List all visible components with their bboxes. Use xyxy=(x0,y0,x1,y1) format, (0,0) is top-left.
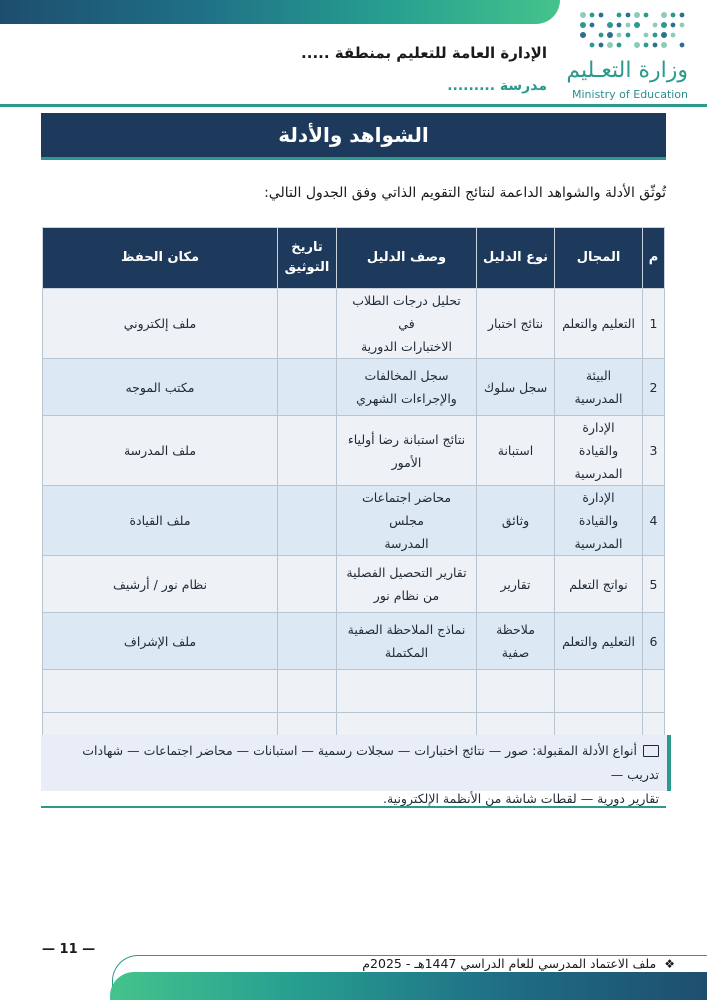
evidence-table xyxy=(42,227,665,756)
cell-line: نماذج الملاحظة الصفية xyxy=(347,622,466,637)
empty-cell xyxy=(43,670,278,713)
cell-type xyxy=(477,359,555,416)
logo-dot xyxy=(599,33,604,38)
cell-desc xyxy=(337,613,477,670)
cell-line: وثائق xyxy=(501,513,530,528)
header-date-line1: تاريخ xyxy=(291,240,323,255)
logo-dot xyxy=(599,13,604,18)
cell-idx: 6 xyxy=(643,613,665,670)
logo-dot xyxy=(644,43,649,48)
logo-dot xyxy=(671,33,676,38)
cell-domain xyxy=(555,613,643,670)
empty-cell xyxy=(477,670,555,713)
cell-line: المدرسية xyxy=(574,466,623,481)
cell-line: البيئة المدرسية xyxy=(574,368,623,406)
logo-dot xyxy=(599,43,604,48)
logo-dot xyxy=(607,32,613,38)
cell-line: التعليم والتعلم xyxy=(562,633,635,649)
footer-caption xyxy=(362,956,675,971)
cell-date xyxy=(278,416,337,486)
logo-dot xyxy=(590,13,595,18)
header-domain: المجال xyxy=(555,228,643,289)
cell-date xyxy=(278,556,337,613)
cell-idx: 3 xyxy=(643,416,665,486)
cell-date xyxy=(278,289,337,359)
logo-dot xyxy=(653,33,658,38)
cell-line: نتائج استبانة رضا أولياء xyxy=(347,431,466,447)
cell-line: من نظام نور xyxy=(373,588,440,603)
logo-arabic-text: وزارة التعـليم xyxy=(566,58,688,83)
empty-cell xyxy=(643,670,665,713)
empty-cell xyxy=(555,670,643,713)
cell-line: الإدارة والقيادة xyxy=(578,490,619,528)
cell-place: مكتب الموجه xyxy=(43,359,278,416)
header-index: م xyxy=(643,228,665,289)
cell-type xyxy=(477,556,555,613)
header-color-band xyxy=(0,0,560,24)
cell-line: تقارير xyxy=(500,576,531,592)
cell-domain xyxy=(555,359,643,416)
cell-place: ملف الإشراف xyxy=(43,613,278,670)
logo-dot xyxy=(617,13,622,18)
cell-domain xyxy=(555,416,643,486)
cell-domain xyxy=(555,289,643,359)
empty-table-row xyxy=(43,670,665,713)
logo-dot xyxy=(661,32,667,38)
header-storage-place: مكان الحفظ xyxy=(43,228,278,289)
cell-line: محاضر اجتماعات مجلس xyxy=(361,490,452,528)
logo-dot xyxy=(607,42,613,48)
cell-line: نواتج التعلم xyxy=(569,576,628,592)
table-row xyxy=(43,486,665,556)
header-evidence-description: وصف الدليل xyxy=(337,228,477,289)
table-header-row xyxy=(43,228,665,289)
logo-dot xyxy=(653,23,658,28)
folder-icon xyxy=(643,745,659,757)
cell-domain xyxy=(555,486,643,556)
logo-dot xyxy=(661,22,667,28)
cell-desc xyxy=(337,289,477,359)
logo-dot xyxy=(626,13,631,18)
footer-caption-text: ملف الاعتماد المدرسي للعام الدراسي 1447هـ - 2025م xyxy=(362,956,657,971)
logo-dot xyxy=(680,23,685,28)
cell-idx: 5 xyxy=(643,556,665,613)
logo-dot xyxy=(590,23,595,28)
logo-dot xyxy=(626,33,631,38)
cell-place: ملف القيادة xyxy=(43,486,278,556)
cell-line: الإدارة والقيادة xyxy=(578,420,619,458)
cell-line: ملاحظة xyxy=(496,622,535,637)
logo-dot xyxy=(653,43,658,48)
table-row xyxy=(43,613,665,670)
note-line-1-text: أنواع الأدلة المقبولة: صور — نتائج اختبارات — سجلات رسمية — استبانات — محاضر اجتماعات — شهادات تدريب — xyxy=(82,743,659,782)
cell-line: استبانة xyxy=(497,443,534,458)
cell-line: والإجراءات الشهري xyxy=(356,391,457,406)
cell-desc xyxy=(337,486,477,556)
cell-place: ملف إلكتروني xyxy=(43,289,278,359)
logo-dot xyxy=(671,23,676,28)
cell-line: المكتملة xyxy=(384,645,429,660)
empty-cell xyxy=(278,670,337,713)
cell-line: تحليل درجات الطلاب في xyxy=(352,293,461,331)
cell-type xyxy=(477,416,555,486)
cell-line: تقارير التحصيل الفصلية xyxy=(346,565,467,580)
logo-dot xyxy=(617,43,622,48)
logo-dot xyxy=(680,43,685,48)
logo-dot xyxy=(580,32,586,38)
cell-line: المدرسية xyxy=(574,536,623,551)
cell-line: صفية xyxy=(501,645,530,660)
header-evidence-type: نوع الدليل xyxy=(477,228,555,289)
cell-date xyxy=(278,486,337,556)
cell-line: التعليم والتعلم xyxy=(562,316,635,331)
logo-dot xyxy=(644,33,649,38)
table-row xyxy=(43,556,665,613)
table-row xyxy=(43,289,665,359)
cell-line: الاختبارات الدورية xyxy=(360,339,453,354)
empty-cell xyxy=(337,670,477,713)
note-line-2: تقارير دورية — لقطات شاشة من الأنظمة الإلكترونية. xyxy=(383,791,659,806)
logo-dot xyxy=(661,42,667,48)
cell-domain xyxy=(555,556,643,613)
logo-english-text: Ministry of Education xyxy=(572,88,689,101)
logo-dot xyxy=(644,13,649,18)
accepted-evidence-note xyxy=(41,735,671,806)
cell-type xyxy=(477,486,555,556)
logo-dot xyxy=(671,13,676,18)
page-number: — 11 — xyxy=(42,942,96,957)
logo-dot xyxy=(607,22,613,28)
logo-dot xyxy=(661,12,667,18)
header-documentation-date xyxy=(278,228,337,289)
logo-dot xyxy=(617,33,622,38)
logo-dot xyxy=(634,22,640,28)
logo-dot xyxy=(580,22,586,28)
cell-desc xyxy=(337,416,477,486)
cell-desc xyxy=(337,556,477,613)
header-date-line2: التوثيق xyxy=(284,260,330,275)
cell-place: نظام نور / أرشيف xyxy=(43,556,278,613)
logo-dot xyxy=(590,43,595,48)
diamond-bullet-icon: ❖ xyxy=(664,957,675,971)
logo-dot xyxy=(680,13,685,18)
logo-dot xyxy=(634,42,640,48)
note-line-1 xyxy=(49,739,659,787)
cell-line: الأمور xyxy=(391,454,422,470)
cell-line: نتائج اختبار xyxy=(487,316,544,331)
logo-dot xyxy=(580,12,586,18)
cell-date xyxy=(278,613,337,670)
logo-dot xyxy=(617,23,622,28)
cell-line: سجل المخالفات xyxy=(364,368,449,383)
cell-type xyxy=(477,289,555,359)
cell-idx: 4 xyxy=(643,486,665,556)
cell-desc xyxy=(337,359,477,416)
cell-place: ملف المدرسة xyxy=(43,416,278,486)
school-name: مدرسة ......... xyxy=(447,78,547,94)
cell-idx: 2 xyxy=(643,359,665,416)
note-divider xyxy=(41,806,666,808)
cell-date xyxy=(278,359,337,416)
section-title-bar xyxy=(41,113,666,160)
header-divider xyxy=(0,104,707,107)
logo-dot xyxy=(626,23,631,28)
ministry-logo xyxy=(568,8,698,100)
table-row xyxy=(43,416,665,486)
cell-type xyxy=(477,613,555,670)
directorate-title: الإدارة العامة للتعليم بمنطقة ..... xyxy=(301,44,547,62)
table-row xyxy=(43,359,665,416)
cell-line: المدرسة xyxy=(384,536,429,551)
cell-idx: 1 xyxy=(643,289,665,359)
logo-dots-icon xyxy=(578,10,688,54)
section-title: الشواهد والأدلة xyxy=(278,123,429,147)
intro-text: تُوثّق الأدلة والشواهد الداعمة لنتائج التقويم الذاتي وفق الجدول التالي: xyxy=(264,185,666,201)
cell-line: سجل سلوك xyxy=(483,379,548,395)
logo-dot xyxy=(634,12,640,18)
footer-color-band xyxy=(110,972,707,1000)
